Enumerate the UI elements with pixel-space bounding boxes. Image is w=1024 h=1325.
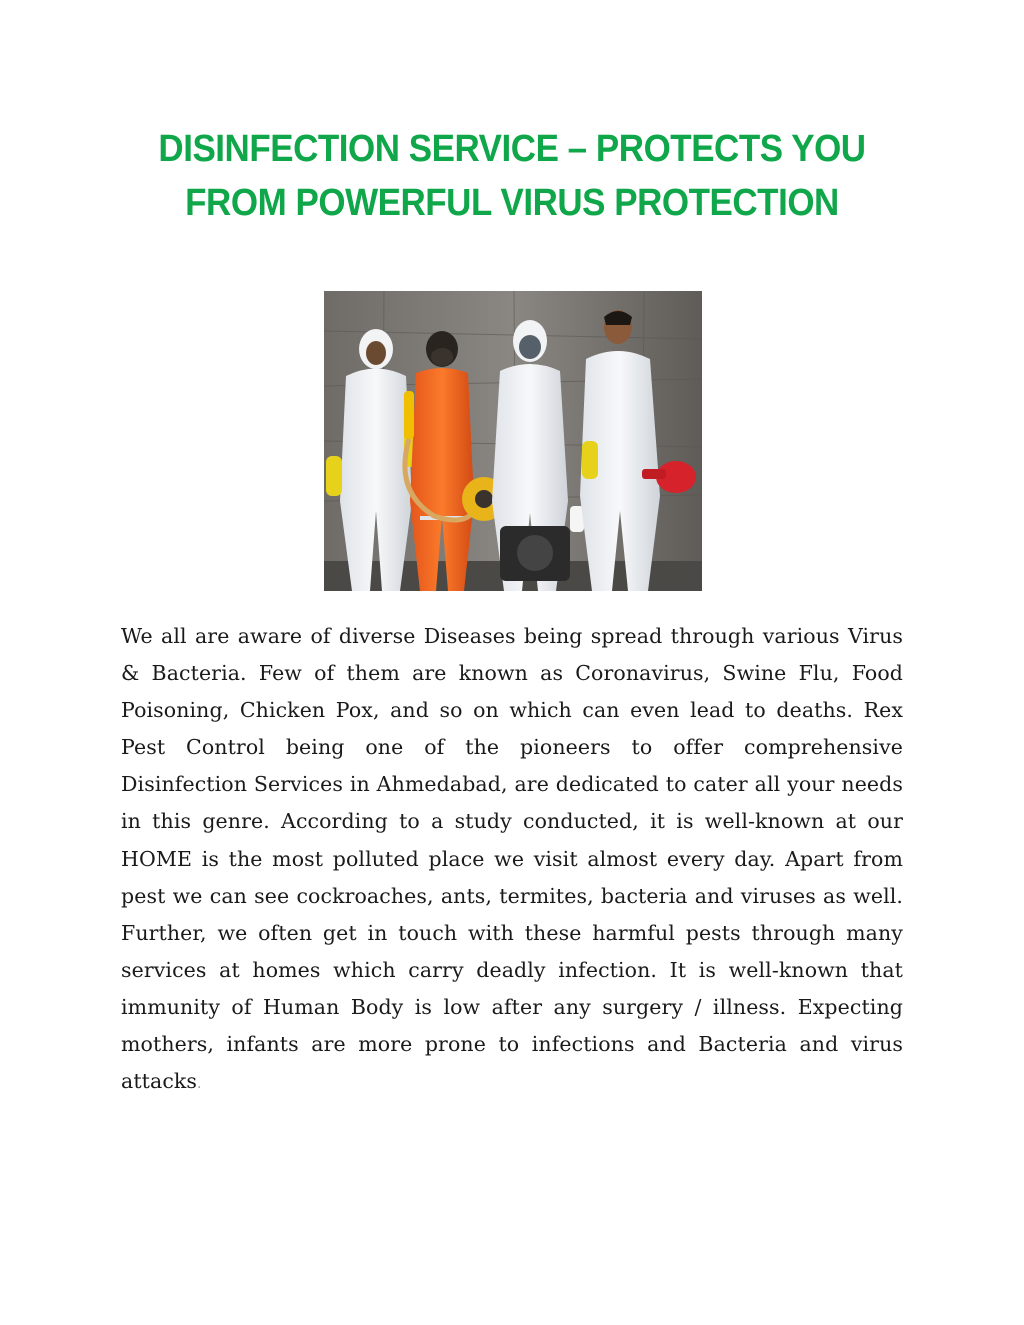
paragraph-trailing-mark: . (197, 1076, 202, 1093)
disinfection-team-photo (324, 291, 702, 591)
paragraph-body: being one of the pioneers to offer comprehensive Disinfection Services in Ahmedabad, are dedicated to cater all your needs in this genre. According to a study conducted, it is well-known at our HOME is the most polluted place we visit almost every day. Apart from pest we can see cockroaches, ants, termites, bacteria and viruses as well. Further, we often get in touch with these harmful pests through many services at homes which carry deadly infection. It is well-known that immunity of Human Body is low after any surgery / illness. Expecting mothers, infants are more prone to infections and Bacteria and virus attacks (121, 735, 903, 1094)
rex-pest-control-link[interactable]: Rex Pest Control (121, 698, 903, 760)
page-title: DISINFECTION SERVICE – PROTECTS YOU FROM POWERFUL VIRUS PROTECTION (158, 128, 866, 224)
paragraph-intro: We all are aware of diverse Diseases being spread through various Virus & Bacteria. Few of them are known as Coronavirus, Swine Flu, Food Poisoning, Chicken Pox, and so on which can even lead to deaths. (121, 624, 903, 723)
body-paragraph (121, 618, 903, 1103)
